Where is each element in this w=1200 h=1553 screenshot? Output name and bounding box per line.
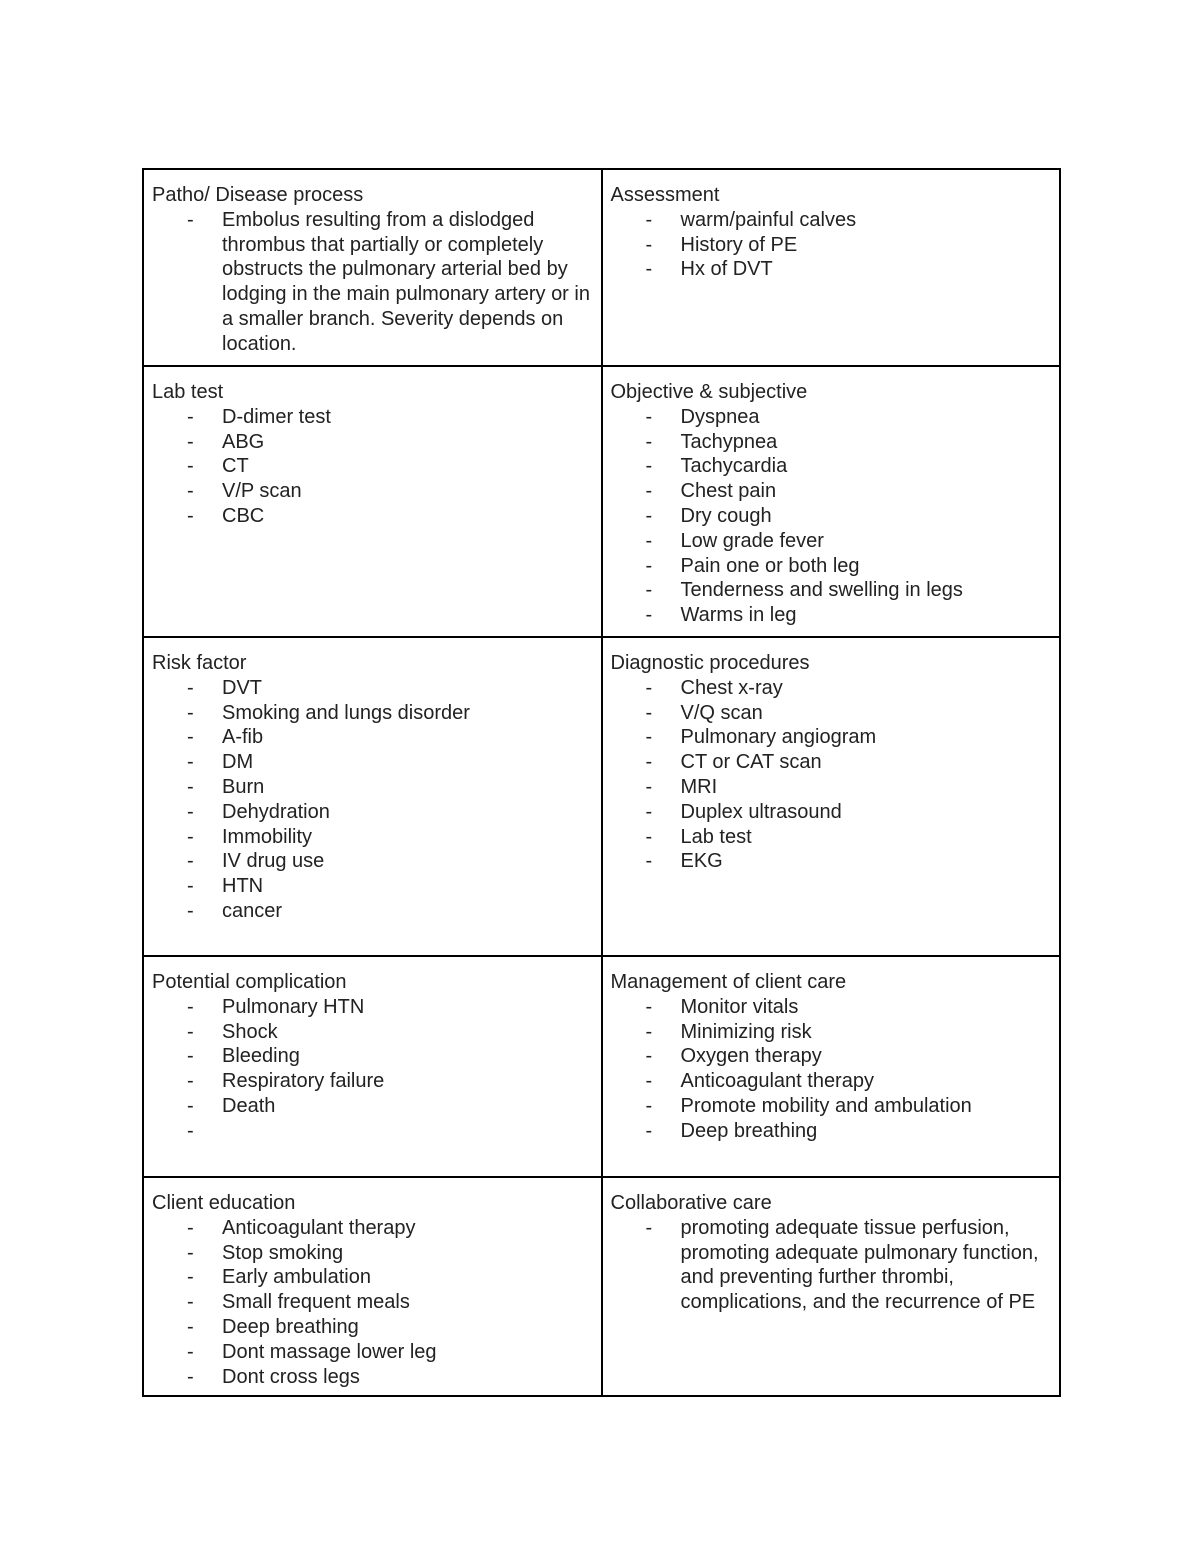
- section-title: Potential complication: [152, 971, 347, 993]
- list-item: [152, 1290, 593, 1315]
- list-item: [611, 603, 1052, 628]
- section-title: Objective & subjective: [610, 381, 808, 403]
- bullet-dash: -: [645, 701, 653, 724]
- list-item: [611, 1020, 1052, 1045]
- list-item-text: V/Q scan: [680, 701, 763, 724]
- list-item: [611, 504, 1052, 529]
- list-item: [611, 257, 1052, 282]
- bullet-dash: -: [187, 995, 194, 1018]
- bullet-dash: -: [645, 825, 653, 848]
- list-item-text: Bleeding: [222, 1045, 300, 1068]
- bullet-dash: -: [645, 1020, 653, 1043]
- table-row: [143, 637, 1060, 956]
- section-title: Risk factor: [152, 652, 247, 674]
- bullet-dash: -: [645, 1045, 653, 1068]
- section-title: Lab test: [152, 381, 224, 403]
- list-item: [152, 849, 593, 874]
- bullet-dash: -: [645, 233, 653, 256]
- list-item: [611, 479, 1052, 504]
- bullet-dash: -: [187, 775, 194, 798]
- bullet-dash: -: [645, 1070, 653, 1093]
- list-item-text: D-dimer test: [222, 405, 331, 428]
- section-cell: [602, 956, 1061, 1177]
- bullet-dash: -: [645, 726, 653, 749]
- list-item-text: Deep breathing: [680, 1119, 818, 1142]
- list-item: [611, 554, 1052, 579]
- table-row: [143, 956, 1060, 1177]
- bullet-dash: -: [645, 258, 653, 281]
- bullet-dash: -: [187, 1340, 194, 1363]
- list-item-text: Shock: [222, 1020, 278, 1043]
- list-item: [152, 1216, 593, 1241]
- list-item: [611, 750, 1052, 775]
- section-title: Patho/ Disease process: [152, 184, 364, 206]
- list-item-text: Anticoagulant therapy: [222, 1216, 416, 1239]
- list-item: [152, 1069, 593, 1094]
- list-item-text: Small frequent meals: [222, 1291, 410, 1314]
- bullet-dash: -: [645, 579, 653, 602]
- list-item-text: Low grade fever: [680, 529, 824, 552]
- list-item-text: DM: [222, 751, 254, 774]
- bullet-list: [611, 676, 1052, 874]
- list-item-text: Embolus resulting from a dislodged thrombus that partially or completely obstructs the pulmonary arterial bed by lodging in the main pulmonary artery or in a smaller branch. Severity depends on location.: [222, 208, 590, 355]
- list-item-text: cancer: [222, 899, 283, 922]
- bullet-dash: -: [187, 1216, 194, 1239]
- section-cell: [143, 956, 602, 1177]
- list-item: [611, 1094, 1052, 1119]
- list-item: [152, 725, 593, 750]
- bullet-dash: -: [645, 529, 653, 552]
- bullet-dash: -: [187, 701, 194, 724]
- list-item-text: Respiratory failure: [222, 1070, 385, 1093]
- list-item: [152, 1265, 593, 1290]
- list-item-text: Chest pain: [680, 480, 777, 503]
- bullet-dash: -: [645, 775, 653, 798]
- section-title: Client education: [152, 1192, 296, 1214]
- bullet-dash: -: [645, 676, 653, 699]
- section-cell: [602, 1177, 1061, 1396]
- list-item-text: Immobility: [222, 825, 313, 848]
- list-item: [611, 1119, 1052, 1144]
- bullet-dash: -: [187, 405, 194, 428]
- bullet-list: [611, 208, 1052, 282]
- list-item: [611, 430, 1052, 455]
- list-item: [611, 676, 1052, 701]
- list-item-text: DVT: [222, 676, 262, 699]
- bullet-dash: -: [187, 1094, 194, 1117]
- list-item-text: Hx of DVT: [680, 258, 773, 281]
- section-title: Diagnostic procedures: [610, 652, 810, 674]
- list-item: [611, 454, 1052, 479]
- bullet-dash: -: [187, 1070, 194, 1093]
- list-item: [611, 1069, 1052, 1094]
- section-cell: [602, 169, 1061, 366]
- list-item: [152, 995, 593, 1020]
- bullet-dash: -: [187, 850, 194, 873]
- bullet-dash: -: [187, 800, 194, 823]
- list-item-text: Duplex ultrasound: [680, 800, 842, 823]
- bullet-dash: -: [187, 1045, 194, 1068]
- section-title: Collaborative care: [610, 1192, 772, 1214]
- bullet-dash: -: [187, 430, 194, 453]
- list-item: [152, 1241, 593, 1266]
- list-item-text: MRI: [680, 775, 718, 798]
- bullet-dash: -: [645, 751, 653, 774]
- bullet-dash: -: [645, 554, 653, 577]
- bullet-list: [611, 405, 1052, 628]
- list-item-text: Pulmonary HTN: [222, 995, 365, 1018]
- list-item: [152, 775, 593, 800]
- list-item-text: Smoking and lungs disorder: [222, 701, 470, 724]
- bullet-list: [152, 1216, 593, 1390]
- list-item-text: History of PE: [680, 233, 798, 256]
- bullet-dash: -: [187, 875, 194, 898]
- list-item-text: Pain one or both leg: [680, 554, 860, 577]
- list-item: [611, 775, 1052, 800]
- list-item-text: Burn: [222, 775, 265, 798]
- bullet-dash: -: [187, 899, 194, 922]
- list-item: [152, 1044, 593, 1069]
- bullet-dash: -: [187, 455, 194, 478]
- section-title: Assessment: [610, 184, 720, 206]
- bullet-dash: -: [645, 1119, 653, 1142]
- list-item: [152, 1119, 593, 1144]
- bullet-list: [152, 995, 593, 1144]
- list-item: [611, 725, 1052, 750]
- list-item-text: Chest x-ray: [680, 676, 783, 699]
- table-row: [143, 169, 1060, 366]
- bullet-dash: -: [645, 430, 653, 453]
- section-title: Management of client care: [610, 971, 847, 993]
- bullet-dash: -: [645, 995, 653, 1018]
- list-item-text: Warms in leg: [680, 604, 797, 627]
- list-item-text: CT: [222, 455, 249, 478]
- list-item: [611, 208, 1052, 233]
- bullet-dash: -: [187, 480, 194, 503]
- bullet-dash: -: [187, 1020, 194, 1043]
- bullet-dash: -: [645, 480, 653, 503]
- bullet-dash: -: [187, 208, 194, 231]
- bullet-dash: -: [645, 604, 653, 627]
- bullet-dash: -: [187, 751, 194, 774]
- list-item-text: Promote mobility and ambulation: [680, 1094, 972, 1117]
- list-item: [611, 1044, 1052, 1069]
- list-item-text: IV drug use: [222, 850, 325, 873]
- list-item: [152, 676, 593, 701]
- bullet-list: [152, 405, 593, 529]
- section-cell: [602, 637, 1061, 956]
- list-item-text: Anticoagulant therapy: [680, 1070, 874, 1093]
- list-item-text: A-fib: [222, 726, 264, 749]
- list-item: [611, 1216, 1052, 1315]
- bullet-dash: -: [187, 726, 194, 749]
- list-item-text: Dry cough: [680, 504, 772, 527]
- section-cell: [143, 366, 602, 637]
- list-item: [152, 825, 593, 850]
- list-item: [152, 800, 593, 825]
- table-row: [143, 1177, 1060, 1396]
- list-item: [611, 800, 1052, 825]
- list-item: [152, 1020, 593, 1045]
- bullet-dash: -: [187, 504, 194, 527]
- list-item-text: CBC: [222, 504, 265, 527]
- bullet-dash: -: [645, 800, 653, 823]
- section-cell: [602, 366, 1061, 637]
- bullet-dash: -: [187, 1241, 194, 1264]
- list-item-text: ABG: [222, 430, 265, 453]
- list-item-text: Tachycardia: [680, 455, 788, 478]
- list-item-text: Tenderness and swelling in legs: [680, 579, 963, 602]
- list-item-text: Death: [222, 1094, 276, 1117]
- list-item-text: Early ambulation: [222, 1266, 371, 1289]
- bullet-list: [611, 995, 1052, 1144]
- list-item-text: Minimizing risk: [680, 1020, 812, 1043]
- section-cell: [143, 1177, 602, 1396]
- list-item: [611, 995, 1052, 1020]
- bullet-dash: -: [187, 1266, 194, 1289]
- list-item: [611, 701, 1052, 726]
- list-item: [611, 529, 1052, 554]
- list-item: [611, 825, 1052, 850]
- section-cell: [143, 637, 602, 956]
- list-item-text: Dont cross legs: [222, 1365, 360, 1388]
- list-item: [152, 1094, 593, 1119]
- list-item: [152, 430, 593, 455]
- list-item: [152, 701, 593, 726]
- list-item: [152, 1315, 593, 1340]
- bullet-dash: -: [187, 676, 194, 699]
- list-item-text: Monitor vitals: [680, 995, 799, 1018]
- list-item-text: Pulmonary angiogram: [680, 726, 877, 749]
- list-item: [152, 1340, 593, 1365]
- list-item: [152, 899, 593, 924]
- bullet-list: [152, 208, 593, 357]
- list-item: [152, 750, 593, 775]
- list-item: [152, 208, 593, 357]
- list-item: [611, 578, 1052, 603]
- list-item-text: Dyspnea: [680, 405, 760, 428]
- list-item: [152, 405, 593, 430]
- list-item-text: Lab test: [680, 825, 752, 848]
- bullet-dash: -: [187, 1119, 194, 1142]
- list-item: [611, 233, 1052, 258]
- list-item-text: promoting adequate tissue perfusion, promoting adequate pulmonary function, and preventing further thrombi, complications, and the recurrence of PE: [680, 1216, 1039, 1314]
- list-item-text: Dehydration: [222, 800, 330, 823]
- list-item-text: HTN: [222, 875, 264, 898]
- section-cell: [143, 169, 602, 366]
- list-item-text: warm/painful calves: [680, 208, 857, 231]
- list-item-text: Deep breathing: [222, 1315, 359, 1338]
- bullet-dash: -: [645, 208, 653, 231]
- bullet-dash: -: [187, 1291, 194, 1314]
- bullet-dash: -: [645, 850, 653, 873]
- bullet-dash: -: [187, 1315, 194, 1338]
- list-item: [611, 405, 1052, 430]
- list-item: [152, 1365, 593, 1390]
- list-item-text: V/P scan: [222, 480, 302, 503]
- list-item-text: CT or CAT scan: [680, 751, 822, 774]
- list-item-text: Oxygen therapy: [680, 1045, 822, 1068]
- list-item: [611, 849, 1052, 874]
- list-item-text: Stop smoking: [222, 1241, 344, 1264]
- table-row: [143, 366, 1060, 637]
- list-item-text: EKG: [680, 850, 723, 873]
- list-item-text: Dont massage lower leg: [222, 1340, 437, 1363]
- list-item: [152, 504, 593, 529]
- bullet-dash: -: [187, 825, 194, 848]
- list-item-text: Tachypnea: [680, 430, 778, 453]
- bullet-dash: -: [645, 1094, 653, 1117]
- list-item: [152, 454, 593, 479]
- list-item: [152, 874, 593, 899]
- bullet-dash: -: [645, 405, 653, 428]
- list-item: [152, 479, 593, 504]
- bullet-dash: -: [645, 504, 653, 527]
- bullet-list: [611, 1216, 1052, 1315]
- bullet-dash: -: [645, 1216, 653, 1239]
- bullet-dash: -: [645, 455, 653, 478]
- bullet-dash: -: [187, 1365, 194, 1388]
- bullet-list: [152, 676, 593, 924]
- pe-care-table: [142, 168, 1061, 1397]
